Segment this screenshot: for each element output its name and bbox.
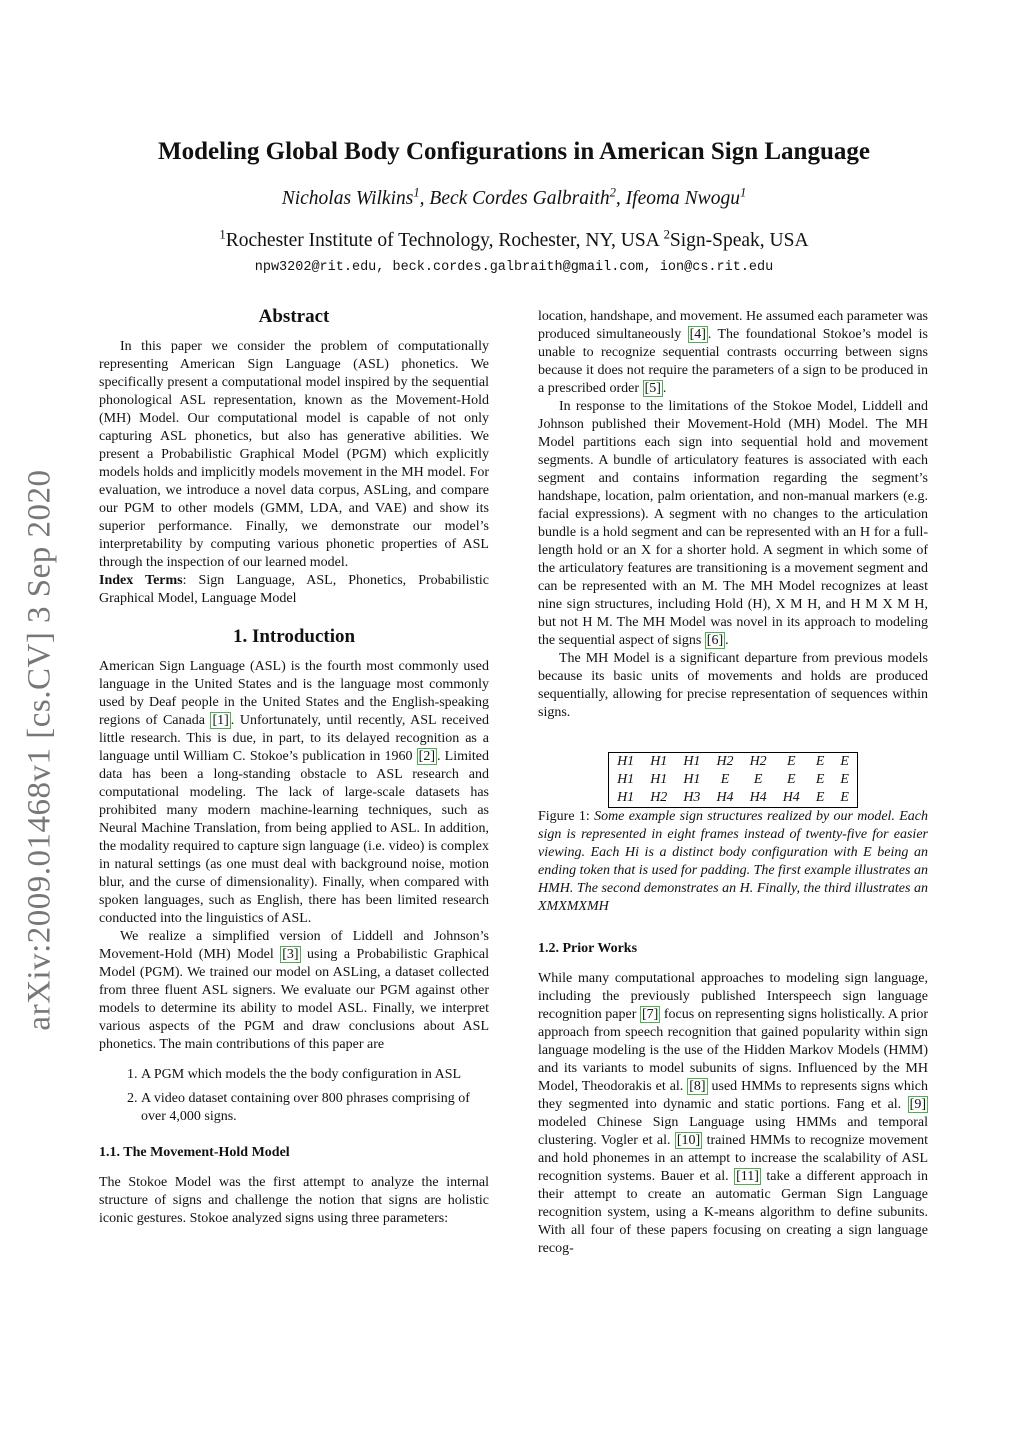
- left-column: [99, 308, 489, 1228]
- prior-works-paragraph: While many computational approaches to modeling sign language, including the previously published Interspeech sign language recognition paper [7] focus on representing signs holistically. A prior approach from speech recognition that gained popularity within sign language modeling is the use of the Hidden Markov Models (HMM) and its variants to model subunits of signs. Influenced by the MH Model, Theodorakis et al. [8] used HMMs to represents signs which they segmented into dynamic and static portions. Fang et al. [9] modeled Chinese Sign Language using HMMs and temporal clustering. Vogler et al. [10] trained HMMs to recognize movement and hold phonemes in an attempt to increase the scalability of ASL recognition systems. Bauer et al. [11] take a different approach in their attempt to create an automatic German Sign Language recognition system, using a K-means algorithm to define subunits. With all four of these papers focusing on creating a sign language recog-: [538, 971, 929, 1256]
- table-cell: H1: [617, 790, 635, 805]
- list-item: 1. A PGM which models the the body configuration in ASL: [141, 1066, 489, 1084]
- figure-1-caption: Figure 1: Some example sign structures realized by our model. Each sign is represented in eight frames instead of twenty-five for easier viewing. Each Hi is a distinct body configuration with E being an ending token that is used for padding. The first example illustrates an HMH. The second demonstrates an H. Finally, the third illustrates an XMXMXMH: [538, 809, 928, 914]
- citation-link[interactable]: [6]: [706, 633, 724, 648]
- citation-link[interactable]: [5]: [644, 381, 661, 396]
- table-cell: E: [786, 772, 796, 787]
- table-cell: E: [720, 772, 730, 787]
- subsection-heading-movement-hold: 1.1. The Movement-Hold Model: [99, 1145, 290, 1160]
- affiliations: $^1$Rochester Institute of Technology, Rochester, NY, USA $^2$Sign-Speak, USA: [219, 227, 809, 251]
- mh-paragraph-1: The Stokoe Model was the first attempt to analyze the internal structure of signs and challenge the notion that signs are holistic iconic gestures. Stokoe analyzed signs using three parameters:: [99, 1175, 489, 1226]
- citation-link[interactable]: [3]: [282, 947, 299, 962]
- table-cell: H4: [749, 790, 767, 805]
- citation-link[interactable]: [1]: [212, 713, 229, 728]
- abstract-heading: Abstract: [258, 306, 330, 327]
- index-terms: Index Terms: Sign Language, ASL, Phonetics, Probabilistic Graphical Model, Language Model: [99, 573, 489, 606]
- table-cell: H3: [683, 790, 701, 805]
- table-row: [609, 789, 858, 808]
- table-cell: E: [753, 772, 763, 787]
- table-cell: E: [815, 772, 825, 787]
- citation-link[interactable]: [8]: [689, 1079, 706, 1094]
- intro-paragraph-2: We realize a simplified version of Liddell and Johnson’s Movement-Hold (MH) Model [3] using a Probabilistic Graphical Model (PGM). We trained our model on ASLing, a dataset collected from three fluent ASL signers. We evaluate our PGM against other models to determine its ability to model ASL. Finally, we interpret various aspects of the PGM and draw conclusions about ASL phonetics. The main contributions of this paper are: [99, 929, 489, 1052]
- right-column: [538, 308, 928, 1258]
- table-row: [609, 753, 858, 772]
- author-emails: npw3202@rit.edu, beck.cordes.galbraith@gmail.com, ion@cs.rit.edu: [254, 260, 774, 275]
- mh-paragraph-1-continued: location, handshape, and movement. He assumed each parameter was produced simultaneously [4] . The foundational Stokoe’s model is unable to recognize sequential contrasts occurring between signs because it does not require the parameters of a sign to be produced in a prescribed order [5] .: [538, 309, 928, 396]
- table-cell: H4: [782, 790, 800, 805]
- table-cell: E: [815, 754, 825, 769]
- sign-structure-table: [608, 752, 858, 808]
- table-cell: E: [840, 772, 849, 787]
- mh-paragraph-2: In response to the limitations of the Stokoe Model, Liddell and Johnson published their Movement-Hold (MH) Model. The MH Model partitions each sign into sequential hold and movement segments. A bundle of articulatory features is associated with each segment and contains information regarding the segment’s handshape, location, palm orientation, and non-manual markers (e.g. facial expressions). A segment with no changes to the articulation bundle is a hold segment and can be represented with an H for a full-length hold or an X for a shorter hold. A segment in which some of the articulatory features are transitioning is a movement segment and can be represented with an M. The MH Model recognizes at least nine sign structures, including Hold (H), X M H, and H M X M H, but not H M. The MH Model was novel in its approach to modeling the sequential aspect of signs [6] .: [538, 399, 928, 648]
- table-cell: H1: [683, 754, 701, 769]
- table-cell: H2: [650, 790, 668, 805]
- table-cell: E: [815, 790, 825, 805]
- table-cell: H1: [617, 754, 635, 769]
- table-cell: H4: [716, 790, 734, 805]
- contributions-list: [99, 1066, 489, 1126]
- citation-link[interactable]: [7]: [641, 1007, 659, 1022]
- author-list: Nicholas Wilkins$^1$, Beck Cordes Galbraith$^2$, Ifeoma Nwogu$^1$: [281, 185, 747, 209]
- table-cell: E: [840, 754, 849, 769]
- mh-paragraph-3: The MH Model is a significant departure from previous models because its basic units of movements and holds are produced sequentially, allowing for precise representation of sequences within signs.: [538, 651, 928, 720]
- table-row: [609, 771, 858, 789]
- citation-link[interactable]: [4]: [689, 327, 706, 342]
- table-cell: E: [840, 790, 849, 805]
- arxiv-stamp: arXiv:2009.01468v1 [cs.CV] 3 Sep 2020: [21, 469, 58, 1031]
- abstract-text: In this paper we consider the problem of computationally representing American Sign Language (ASL) phonetics. We specifically present a computational model inspired by the sequential phonological ASL representation, known as the Movement-Hold (MH) Model. Our computational model is capable of not only capturing ASL phonetics, but also has generative abilities. We present a Probabilistic Graphical Model (PGM) which explicitly models holds and implicitly models movement in the MH model. For evaluation, we introduce a novel data corpus, ASLing, and compare our PGM to other models (GMM, LDA, and VAE) and show its superior performance. Finally, we demonstrate our model’s interpretability by computing various phonetic properties of ASL through the inspection of our learned model.: [99, 339, 489, 570]
- intro-paragraph-1: American Sign Language (ASL) is the fourth most commonly used language in the United States and is the language most commonly used by Deaf people in the United States and the English-speaking regions of Canada [1] . Unfortunately, until recently, ASL received little research. This is due, in part, to its delayed recognition as a language until William C. Stokoe’s publication in 1960 [2] . Limited data has been a long-standing obstacle to ASL research and computational modeling. The lack of large-scale datasets has prohibited many modern machine-learning techniques, such as Neural Machine Translation, from being applied to ASL. In addition, the modality required to capture sign language (i.e. video) is complex in natural settings (as one must deal with background noise, motion blur, and the curse of dimensionality). Finally, when compared with spoken languages, such as English, there has been limited research conducted into the linguistics of ASL.: [99, 659, 490, 926]
- paper-title: Modeling Global Body Configurations in American Sign Language: [158, 138, 870, 165]
- table-cell: E: [786, 754, 796, 769]
- author-name: Ifeoma Nwogu: [625, 188, 740, 209]
- subsection-heading-prior-works: 1.2. Prior Works: [538, 941, 638, 956]
- author-name: Beck Cordes Galbraith: [429, 188, 610, 209]
- table-cell: H2: [749, 754, 767, 769]
- author-name: Nicholas Wilkins: [281, 188, 414, 209]
- section-heading-introduction: 1. Introduction: [232, 626, 356, 647]
- table-cell: H1: [650, 754, 668, 769]
- table-cell: H1: [683, 772, 701, 787]
- citation-link[interactable]: [10]: [676, 1133, 701, 1148]
- citation-link[interactable]: [9]: [909, 1097, 926, 1112]
- table-cell: H1: [617, 772, 635, 787]
- citation-link[interactable]: [2]: [418, 749, 435, 764]
- table-cell: H2: [716, 754, 734, 769]
- citation-link[interactable]: [11]: [736, 1169, 759, 1184]
- table-cell: H1: [650, 772, 668, 787]
- list-item: 2. A video dataset containing over 800 phrases comprising of over 4,000 signs.: [141, 1090, 489, 1126]
